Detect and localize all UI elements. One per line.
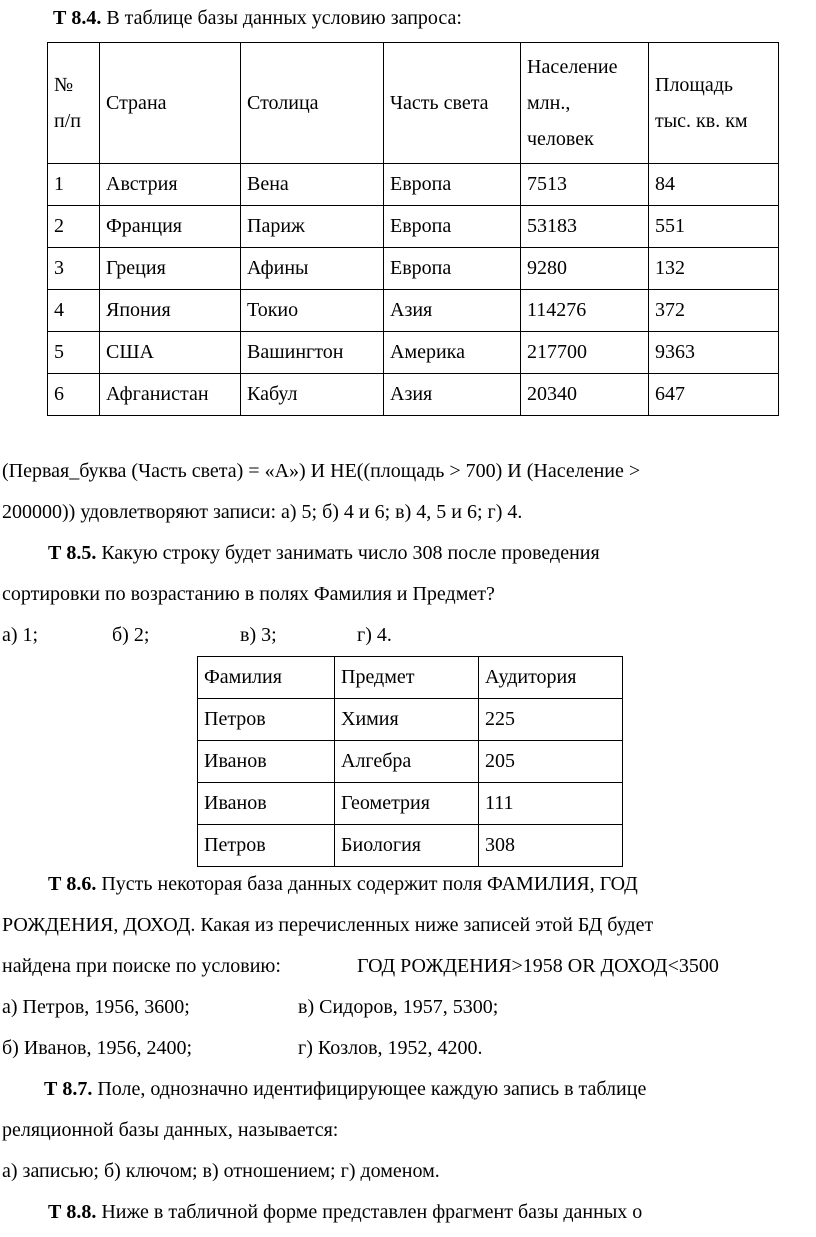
t85-option-a: а) 1; <box>2 624 39 646</box>
table-cell: Алгебра <box>335 741 479 783</box>
t84-header-cell: Население млн., человек <box>521 43 649 164</box>
table-cell: 372 <box>649 290 779 332</box>
table-row <box>48 374 779 416</box>
table-cell: 5 <box>48 332 100 374</box>
table-cell: Вашингтон <box>241 332 384 374</box>
t86-option-a: а) Петров, 1956, 3600; <box>2 996 190 1018</box>
table-cell: 308 <box>479 825 623 867</box>
t87-text: Поле, однозначно идентифицирующее каждую запись в таблице <box>97 1078 647 1100</box>
table-row <box>198 741 623 783</box>
t85-header-row <box>198 657 623 699</box>
table-cell: 20340 <box>521 374 649 416</box>
table-cell: 551 <box>649 206 779 248</box>
t86-line3a: найдена при поиске по условию: <box>2 955 281 977</box>
table-cell: Химия <box>335 699 479 741</box>
table-cell: Греция <box>100 248 241 290</box>
table-cell: США <box>100 332 241 374</box>
table-cell: Афганистан <box>100 374 241 416</box>
t86-option-v: в) Сидоров, 1957, 5300; <box>298 996 499 1018</box>
table-cell: Токио <box>241 290 384 332</box>
table-cell: 217700 <box>521 332 649 374</box>
table-cell: 4 <box>48 290 100 332</box>
t84-header-cell: Часть света <box>384 43 521 164</box>
t86-text: Пусть некоторая база данных содержит поля ФАМИЛИЯ, ГОД <box>101 873 638 895</box>
table-cell: 2 <box>48 206 100 248</box>
t85-table <box>197 656 623 867</box>
table-cell: Париж <box>241 206 384 248</box>
table-cell: 7513 <box>521 164 649 206</box>
t85-text: Какую строку будет занимать число 308 после проведения <box>101 542 600 564</box>
t87-line2: реляционной базы данных, называется: <box>2 1119 339 1141</box>
table-cell: Япония <box>100 290 241 332</box>
table-row <box>48 164 779 206</box>
t84-title: В таблице базы данных условию запроса: <box>106 7 462 29</box>
table-cell: 647 <box>649 374 779 416</box>
t88-text: Ниже в табличной форме представлен фрагмент базы данных о <box>101 1201 643 1223</box>
t86-line3b: ГОД РОЖДЕНИЯ>1958 OR ДОХОД<3500 <box>357 955 719 977</box>
t85-header-cell: Предмет <box>335 657 479 699</box>
t84-header-cell: № п/п <box>48 43 100 164</box>
t84-table <box>47 42 779 416</box>
table-cell: Биология <box>335 825 479 867</box>
table-cell: Кабул <box>241 374 384 416</box>
table-cell: Азия <box>384 374 521 416</box>
t84-header-cell: Страна <box>100 43 241 164</box>
table-cell: Европа <box>384 164 521 206</box>
table-cell: Европа <box>384 206 521 248</box>
t84-heading <box>53 6 462 30</box>
table-cell: 225 <box>479 699 623 741</box>
table-row <box>48 206 779 248</box>
table-cell: 9280 <box>521 248 649 290</box>
t85-number: Т 8.5. <box>48 542 97 564</box>
t87-line3: а) записью; б) ключом; в) отношением; г) доменом. <box>2 1160 440 1182</box>
t86-number: Т 8.6. <box>48 873 97 895</box>
t86-option-g: г) Козлов, 1952, 4200. <box>298 1037 483 1059</box>
table-cell: Петров <box>198 699 335 741</box>
table-cell: Австрия <box>100 164 241 206</box>
t84-header-cell: Столица <box>241 43 384 164</box>
t86-line2: РОЖДЕНИЯ, ДОХОД. Какая из перечисленных ниже записей этой БД будет <box>2 914 654 936</box>
t84-number: Т 8.4. <box>53 7 102 29</box>
table-cell: 9363 <box>649 332 779 374</box>
t85-question-line1 <box>48 541 600 565</box>
table-cell: 3 <box>48 248 100 290</box>
t85-header-cell: Аудитория <box>479 657 623 699</box>
t88-line1 <box>48 1200 642 1224</box>
table-cell: 114276 <box>521 290 649 332</box>
table-row <box>48 290 779 332</box>
t85-header-cell: Фамилия <box>198 657 335 699</box>
t84-header-cell: Площадь тыс. кв. км <box>649 43 779 164</box>
table-cell: Америка <box>384 332 521 374</box>
t88-number: Т 8.8. <box>48 1201 97 1223</box>
table-row <box>198 783 623 825</box>
table-cell: 132 <box>649 248 779 290</box>
t85-question-line2: сортировки по возрастанию в полях Фамилия и Предмет? <box>2 583 495 605</box>
table-cell: Геометрия <box>335 783 479 825</box>
table-cell: 53183 <box>521 206 649 248</box>
table-row <box>198 699 623 741</box>
table-row <box>48 332 779 374</box>
t86-option-b: б) Иванов, 1956, 2400; <box>2 1037 193 1059</box>
table-cell: 84 <box>649 164 779 206</box>
t84-condition-line2: 200000)) удовлетворяют записи: а) 5; б) 4 и 6; в) 4, 5 и 6; г) 4. <box>2 501 523 523</box>
table-cell: Петров <box>198 825 335 867</box>
table-cell: Франция <box>100 206 241 248</box>
t85-option-b: б) 2; <box>112 624 150 646</box>
table-cell: Иванов <box>198 741 335 783</box>
t85-option-v: в) 3; <box>240 624 277 646</box>
t87-line1 <box>44 1077 646 1101</box>
table-cell: 1 <box>48 164 100 206</box>
table-cell: 111 <box>479 783 623 825</box>
table-cell: Европа <box>384 248 521 290</box>
table-cell: Азия <box>384 290 521 332</box>
table-cell: 6 <box>48 374 100 416</box>
table-cell: Иванов <box>198 783 335 825</box>
t84-condition-line1: (Первая_буква (Часть света) = «А») И НЕ((площадь > 700) И (Население > <box>2 460 641 482</box>
table-cell: Вена <box>241 164 384 206</box>
table-cell: Афины <box>241 248 384 290</box>
table-row <box>198 825 623 867</box>
t86-line1 <box>48 872 638 896</box>
table-row <box>48 248 779 290</box>
table-cell: 205 <box>479 741 623 783</box>
t84-header-row <box>48 43 779 164</box>
t87-number: Т 8.7. <box>44 1078 93 1100</box>
t85-option-g: г) 4. <box>357 624 392 646</box>
